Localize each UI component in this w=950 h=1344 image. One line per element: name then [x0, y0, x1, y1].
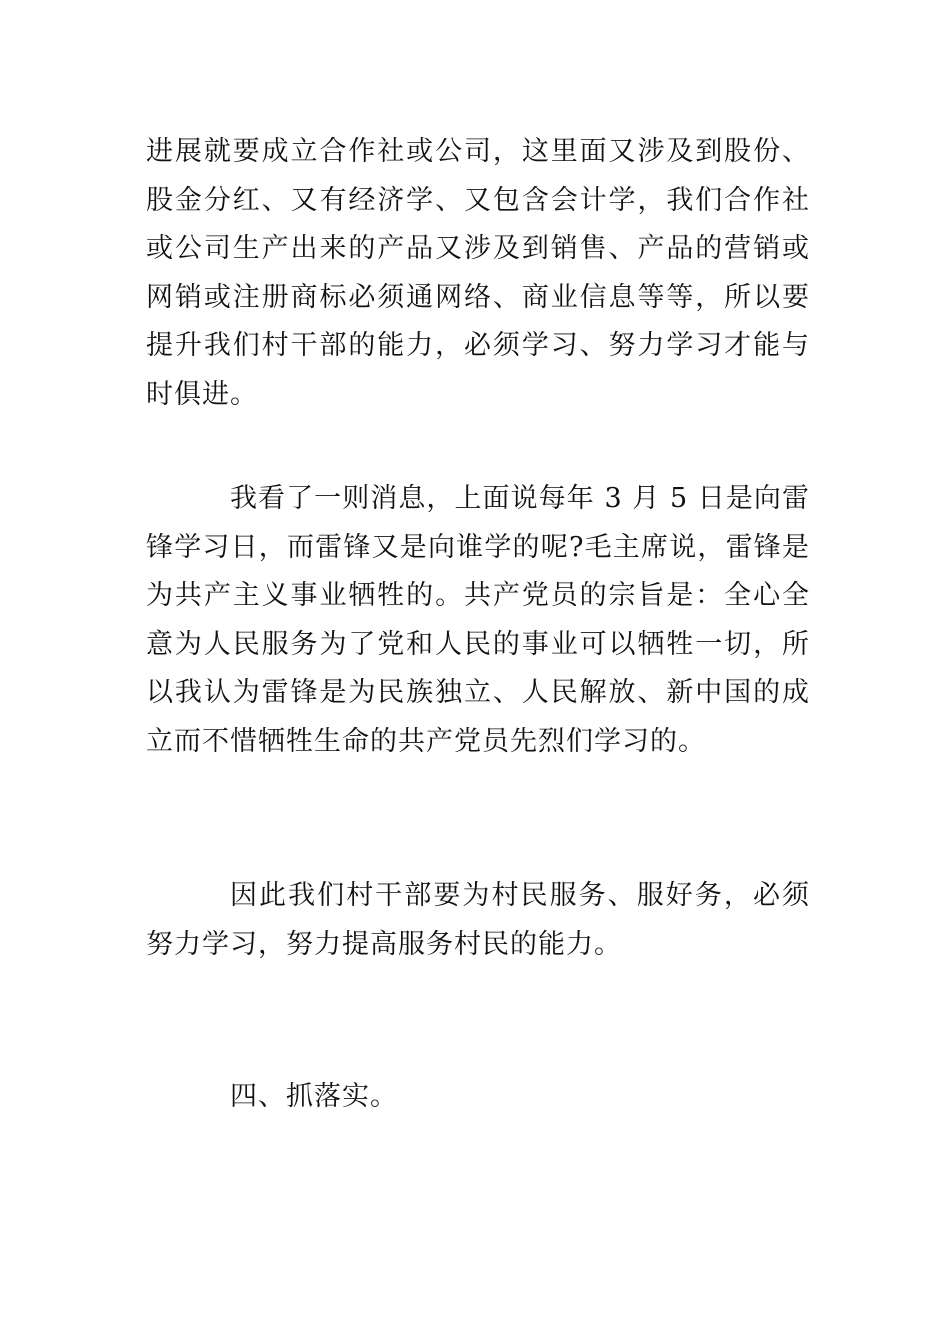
- paragraph-cooperative-learning: 进展就要成立合作社或公司，这里面又涉及到股份、股金分红、又有经济学、又包含会计学，我们合作社或公司生产出来的产品又涉及到销售、产品的营销或网销或注册商标必须通网络、商业信息等等，所以要提升我们村干部的能力，必须学习、努力学习才能与时俱进。: [146, 136, 810, 410]
- paragraph-serve-villagers: 因此我们村干部要为村民服务、服好务，必须努力学习，努力提高服务村民的能力。: [146, 880, 810, 960]
- section-heading-implementation: 四、抓落实。: [230, 1081, 398, 1112]
- paragraph-lei-feng: 我看了一则消息，上面说每年 3 月 5 日是向雷锋学习日，而雷锋又是向谁学的呢?毛主席说，雷锋是为共产主义事业牺牲的。共产党员的宗旨是：全心全意为人民服务为了党和人民的事业可以牺牲一切，所以我认为雷锋是为民族独立、人民解放、新中国的成立而不惜牺牲生命的共产党员先烈们学习的。: [146, 483, 810, 757]
